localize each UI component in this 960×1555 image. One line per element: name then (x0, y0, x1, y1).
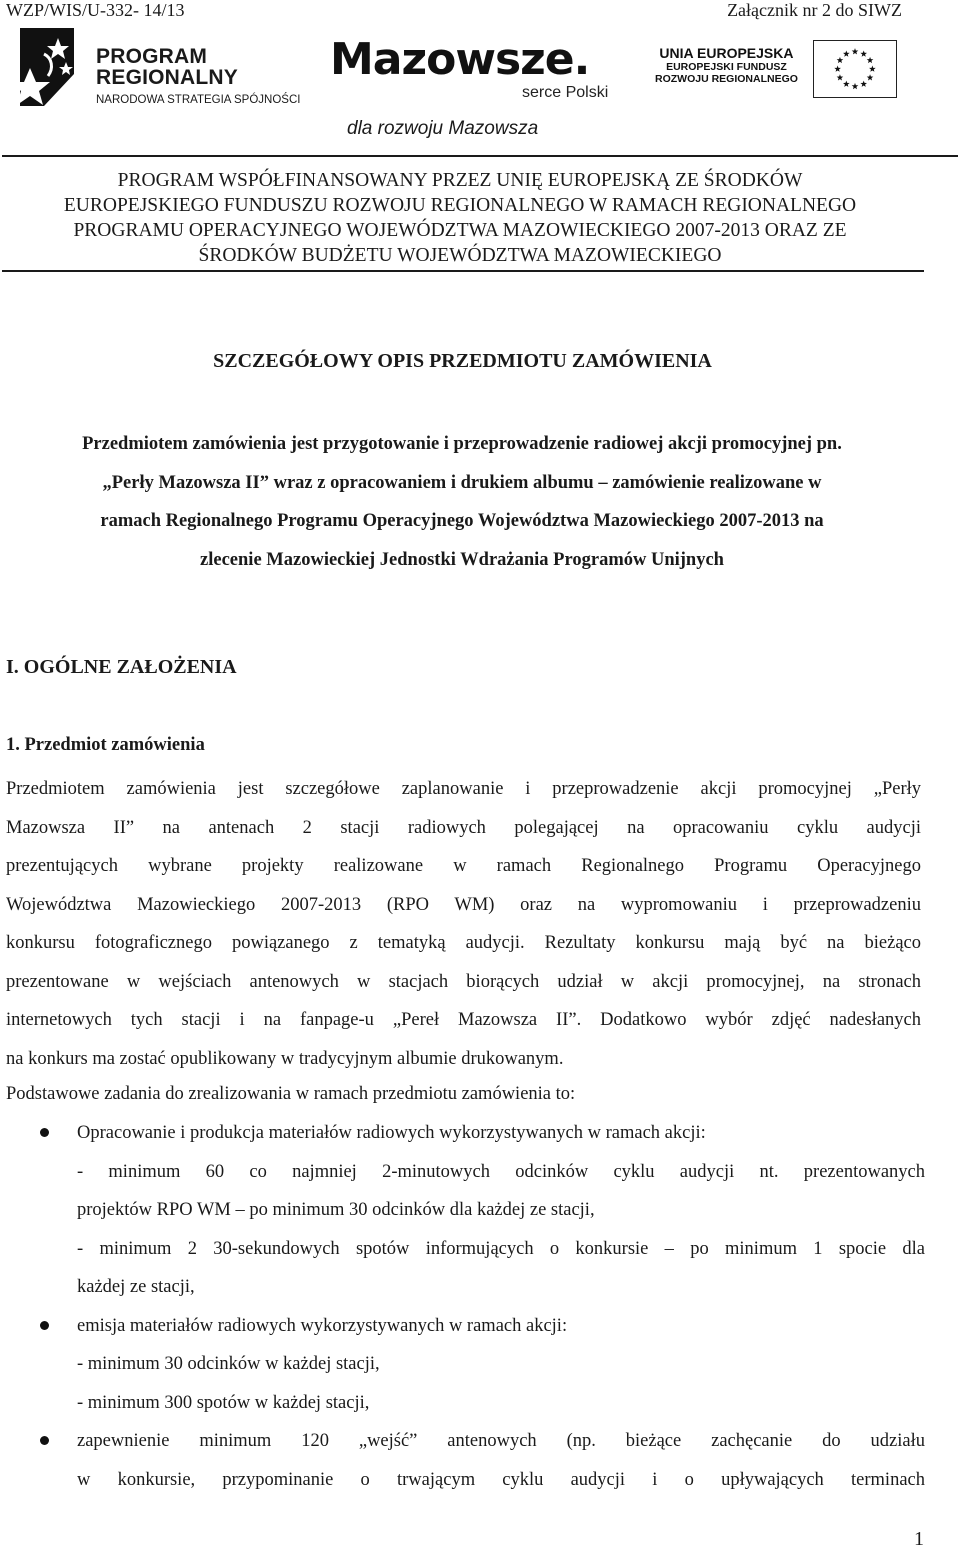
list-item (0, 1307, 925, 1423)
list-item-line: - minimum 60 co najmniej 2-minutowych odcinków cyklu audycji nt. prezentowanych (77, 1161, 925, 1182)
list-item-line: - minimum 30 odcinków w każdej stacji, (77, 1354, 380, 1374)
eu-star-icon (837, 57, 844, 63)
intro-line: zlecenie Mazowieckiej Jednostki Wdrażania Programów Unijnych (200, 549, 724, 570)
intro-statement (6, 425, 918, 579)
eu-logo-text (655, 46, 798, 85)
mazowsze-logo (330, 34, 630, 110)
page-number: 1 (914, 1528, 924, 1550)
eu-star-icon (837, 74, 844, 80)
paragraph-line: konkursu fotograficznego powiązanego z tematyką audycji. Rezultaty konkursu mają być na bieżąco (6, 933, 921, 953)
bullet-icon (40, 1321, 49, 1330)
eu-star-icon (860, 50, 867, 56)
attachment-label: Załącznik nr 2 do SIWZ (727, 0, 902, 20)
paragraph-line: Województwa Mazowieckiego 2007-2013 (RPO WM) oraz na wypromowaniu i przeprowadzeniu (6, 894, 921, 915)
eu-star-icon (867, 57, 874, 63)
cofinancing-line: PROGRAMU OPERACYJNEGO WOJEWÓDZTWA MAZOWIECKIEGO 2007-2013 ORAZ ZE (73, 220, 847, 241)
paragraph-line: internetowych tych stacji i na fanpage-u „Pereł Mazowsza II”. Dodatkowo wybór zdjęć nadesłanych (6, 1010, 921, 1030)
program-logo-line2: REGIONALNY (96, 66, 239, 89)
paragraph-line: Mazowsza II” na antenach 2 stacji radiowych polegającej na opracowaniu cyklu audycji (6, 817, 921, 838)
paragraph-line: prezentowane w wejściach antenowych w stacjach biorących udział w akcji promocyjnej, na stronach (6, 971, 921, 992)
section-heading: I. OGÓLNE ZAŁOŻENIA (6, 656, 237, 678)
list-item-line: w konkursie, przypominanie o trwającym cyklu audycji i o upływających terminach (77, 1469, 925, 1490)
paragraph-line: prezentujących wybrane projekty realizowane w ramach Regionalnego Programu Operacyjnego (6, 856, 921, 876)
list-item-line: projektów RPO WM – po minimum 30 odcinków dla każdej ze stacji, (77, 1200, 595, 1220)
paragraph-subject (6, 770, 921, 1078)
cofinancing-line: EUROPEJSKIEGO FUNDUSZU ROZWOJU REGIONALNEGO W RAMACH REGIONALNEGO (63, 195, 857, 216)
list-item (0, 1114, 925, 1307)
bullet-icon (40, 1128, 49, 1137)
intro-line: „Perły Mazowsza II” wraz z opracowaniem i drukiem albumu – zamówienie realizowane w (102, 472, 822, 493)
mazowsze-slogan: serce Polski (522, 84, 609, 101)
paragraph-line: na konkurs ma zostać opublikowany w tradycyjnym albumie drukowanym. (6, 1048, 564, 1069)
list-item-line: zapewnienie minimum 120 „wejść” antenowych (np. bieżące zachęcanie do udziału (77, 1431, 925, 1451)
intro-line: ramach Regionalnego Programu Operacyjnego Województwa Mazowieckiego 2007-2013 na (100, 511, 824, 531)
tagline: dla rozwoju Mazowsza (347, 118, 539, 139)
program-regionalny-logo (14, 24, 301, 110)
eu-star-icon (843, 50, 850, 56)
cofinancing-line: ŚRODKÓW BUDŻETU WOJEWÓDZTWA MAZOWIECKIEGO (198, 245, 722, 266)
list-item (0, 1422, 925, 1499)
document-reference: WZP/WIS/U-332- 14/13 (6, 0, 185, 20)
eu-star-icon (843, 81, 850, 87)
eu-star-icon (834, 66, 841, 72)
eu-star-icon (852, 83, 859, 89)
paragraph-line: Podstawowe zadania do zrealizowania w ramach przedmiotu zamówienia to: (6, 1084, 576, 1104)
eu-star-icon (852, 48, 859, 54)
eu-star-icon (867, 74, 874, 80)
bullet-icon (40, 1436, 49, 1445)
list-item-line: - minimum 300 spotów w każdej stacji, (77, 1392, 370, 1413)
program-logo-subtitle: NARODOWA STRATEGIA SPÓJNOŚCI (96, 94, 301, 106)
eu-logo (655, 40, 905, 102)
list-item-line: emisja materiałów radiowych wykorzystywanych w ramach akcji: (77, 1315, 568, 1336)
list-item-line: - minimum 2 30-sekundowych spotów informujących o konkursie – po minimum 1 spocie dla (77, 1238, 925, 1259)
intro-line: Przedmiotem zamówienia jest przygotowanie i przeprowadzenie radiowej akcji promocyjnej pn. (82, 434, 842, 454)
list-item-line: Opracowanie i produkcja materiałów radiowych wykorzystywanych w ramach akcji: (77, 1123, 706, 1143)
eu-logo-line3: ROZWOJU REGIONALNEGO (655, 73, 798, 85)
list-item-line: każdej ze stacji, (77, 1277, 195, 1297)
eu-logo-line1: UNIA EUROPEJSKA (659, 45, 794, 61)
eu-star-icon (860, 81, 867, 87)
eu-flag-icon (813, 40, 897, 98)
program-logo-line1: PROGRAM (96, 45, 208, 68)
paragraph-tasks-intro (6, 1075, 921, 1114)
task-list (0, 1114, 925, 1499)
paragraph-line: Przedmiotem zamówienia jest szczegółowe zaplanowanie i przeprowadzenie akcji promocyjnej „Perły (6, 779, 921, 799)
eu-star-icon (869, 66, 876, 72)
document-title: SZCZEGÓŁOWY OPIS PRZEDMIOTU ZAMÓWIENIA (213, 350, 712, 372)
mazowsze-wordmark: Mazowsze. (330, 34, 590, 85)
cofinancing-line: PROGRAM WSPÓŁFINANSOWANY PRZEZ UNIĘ EUROPEJSKĄ ZE ŚRODKÓW (117, 170, 803, 191)
program-regionalny-star-icon (14, 24, 88, 110)
divider-bottom (2, 270, 924, 272)
eu-logo-line2: EUROPEJSKI FUNDUSZ (666, 61, 787, 73)
subsection-heading: 1. Przedmiot zamówienia (6, 735, 205, 755)
cofinancing-statement (0, 168, 920, 268)
divider-top (2, 155, 958, 157)
